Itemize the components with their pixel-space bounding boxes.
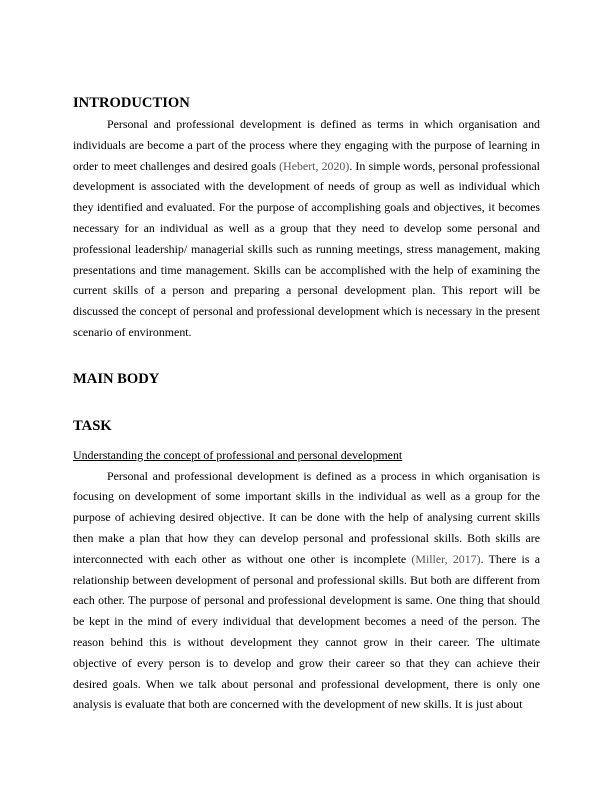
task-heading: TASK <box>73 417 112 434</box>
task-text-part-1: Personal and professional development is defined as a process in which organisation is focusing on development of some important skills in the individual as well as a group for the purpose of achieving desired objective. It can be done with the help of analysing current skills then make a plan that how they can develop personal and professional skills. Both skills are interconnected with each other as without one other is incomplete <box>73 468 540 566</box>
introduction-text-part-1: Personal and professional development is defined as terms in which organisation and individuals are become a part of the process where they engaging with the purpose of learning in order to meet challenges and desired goals <box>73 117 540 173</box>
task-text-part-2: . There is a relationship between development of personal and professional skills. But both are different from each other. The purpose of personal and professional development is same. One thing that should be kept in the mind of every individual that development becomes a need of the person. The reason behind this is without development they cannot grow in their career. The ultimate objective of every person is to develop and grow their career so that they can achieve their desired goals. When we talk about personal and professional development, there is only one analysis is evaluate that both are concerned with the development of new skills. It is just about <box>73 551 541 712</box>
task-paragraph <box>73 466 540 716</box>
introduction-text-part-2: . In simple words, personal professional development is associated with the development of needs of group as well as individual which they identified and evaluated. For the purpose of accomplishing goals and objectives, it becomes necessary for an individual as well as a group that they need to develop some personal and professional leadership/ managerial skills such as running meetings, stress management, making presentations and time management. Skills can be accomplished with the help of examining the current skills of a person and preparing a personal development plan. This report will be discussed the concept of personal and professional development which is necessary in the present scenario of environment. <box>73 158 540 339</box>
citation-hebert: (Hebert, 2020) <box>279 158 350 173</box>
document-page <box>73 93 540 715</box>
introduction-heading: INTRODUCTION <box>73 95 190 111</box>
citation-miller: (Miller, 2017) <box>411 551 481 566</box>
introduction-paragraph <box>73 114 540 343</box>
task-subheading: Understanding the concept of professional and personal development <box>73 447 403 462</box>
main-body-heading: MAIN BODY <box>73 370 160 387</box>
